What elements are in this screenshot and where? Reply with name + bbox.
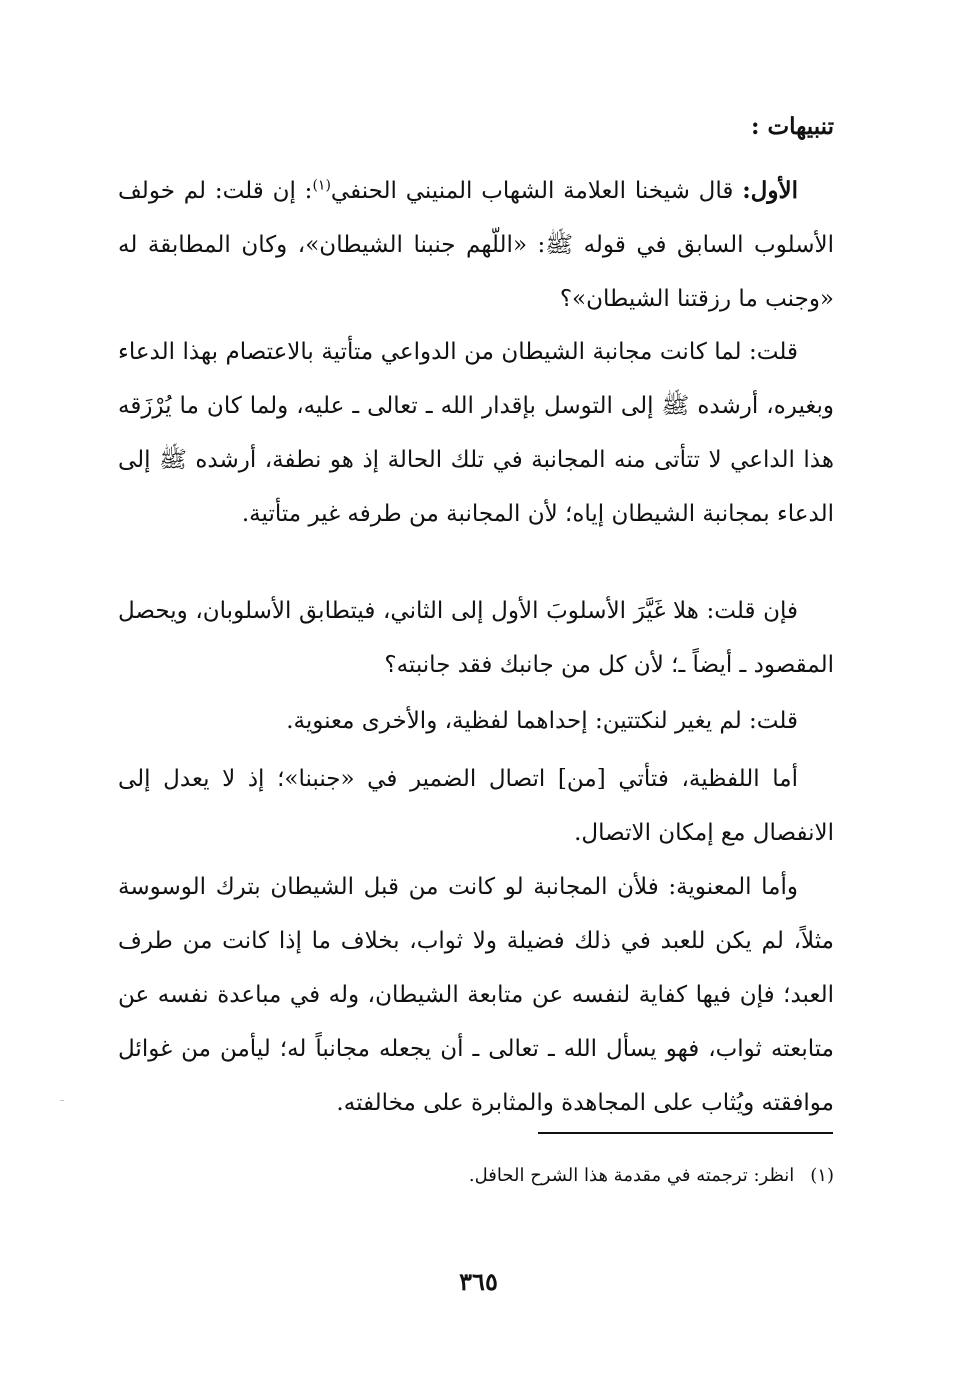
paragraph-text: قلت: لما كانت مجانبة الشيطان من الدواعي متأتية بالاعتصام بهذا الدعاء وبغيره، أرشده ﷺ إلى التوسل بإقدار الله ـ تعالى ـ عليه، ولما كان ما يُرْزَقه هذا الداعي لا تتأتى منه المجانبة في تلك الحالة إذ هو نطفة، أرشده ﷺ إلى الدعاء بمجانبة الشيطان إياه؛ لأن المجانبة من طرفه غير متأتية. bbox=[118, 339, 834, 527]
paragraph-answer bbox=[118, 325, 834, 541]
paragraph-meaning-point bbox=[118, 860, 834, 1130]
paragraph-two-points bbox=[118, 694, 834, 748]
paragraph-question bbox=[118, 584, 834, 692]
paragraph-text: فإن قلت: هلا غَيَّرَ الأسلوبَ الأول إلى الثاني، فيتطابق الأسلوبان، ويحصل المقصود ـ أيضاً ـ؛ لأن كل من جانبك فقد جانبته؟ bbox=[118, 598, 834, 678]
footnote-marker: (١) bbox=[312, 177, 331, 194]
footnote-text: انظر: ترجمته في مقدمة هذا الشرح الحافل. bbox=[468, 1165, 795, 1186]
footnote-number: (١) bbox=[810, 1165, 834, 1186]
paragraph-text bbox=[118, 164, 834, 326]
scan-speck bbox=[60, 1100, 64, 1101]
paragraph-text: أما اللفظية، فتأتي [من] اتصال الضمير في «جنبنا»؛ إذ لا يعدل إلى الانفصال مع إمكان الاتصال. bbox=[118, 766, 834, 846]
paragraph-lead-word: الأول: bbox=[742, 177, 799, 204]
paragraph-text: قلت: لم يغير لنكتتين: إحداهما لفظية، والأخرى معنوية. bbox=[286, 708, 798, 734]
page-number: ٣٦٥ bbox=[459, 1267, 498, 1296]
footnote-divider bbox=[538, 1132, 833, 1134]
paragraph-text-after-note: : إن قلت: لم خولف الأسلوب السابق في قوله ﷺ: «اللّهم جنبنا الشيطان»، وكان المطابقة له «وجنب ما رزقتنا الشيطان»؟ bbox=[118, 178, 834, 312]
section-heading: تنبيهات : bbox=[751, 113, 834, 140]
paragraph-first-note bbox=[118, 164, 834, 326]
paragraph-text: وأما المعنوية: فلأن المجانبة لو كانت من قبل الشيطان بترك الوسوسة مثلاً، لم يكن للعبد في ذلك فضيلة ولا ثواب، بخلاف ما إذا كانت من طرف العبد؛ فإن فيها كفاية لنفسه عن متابعة الشيطان، وله في مباعدة نفسه عن متابعته ثواب، فهو يسأل الله ـ تعالى ـ أن يجعله مجانباً له؛ ليأمن من غوائل موافقته ويُثاب على المجاهدة والمثابرة على مخالفته. bbox=[118, 874, 834, 1116]
paragraph-text-before-note: قال شيخنا العلامة الشهاب المنيني الحنفي bbox=[330, 178, 743, 204]
paragraph-verbal-point bbox=[118, 752, 834, 860]
footnote bbox=[469, 1158, 834, 1194]
